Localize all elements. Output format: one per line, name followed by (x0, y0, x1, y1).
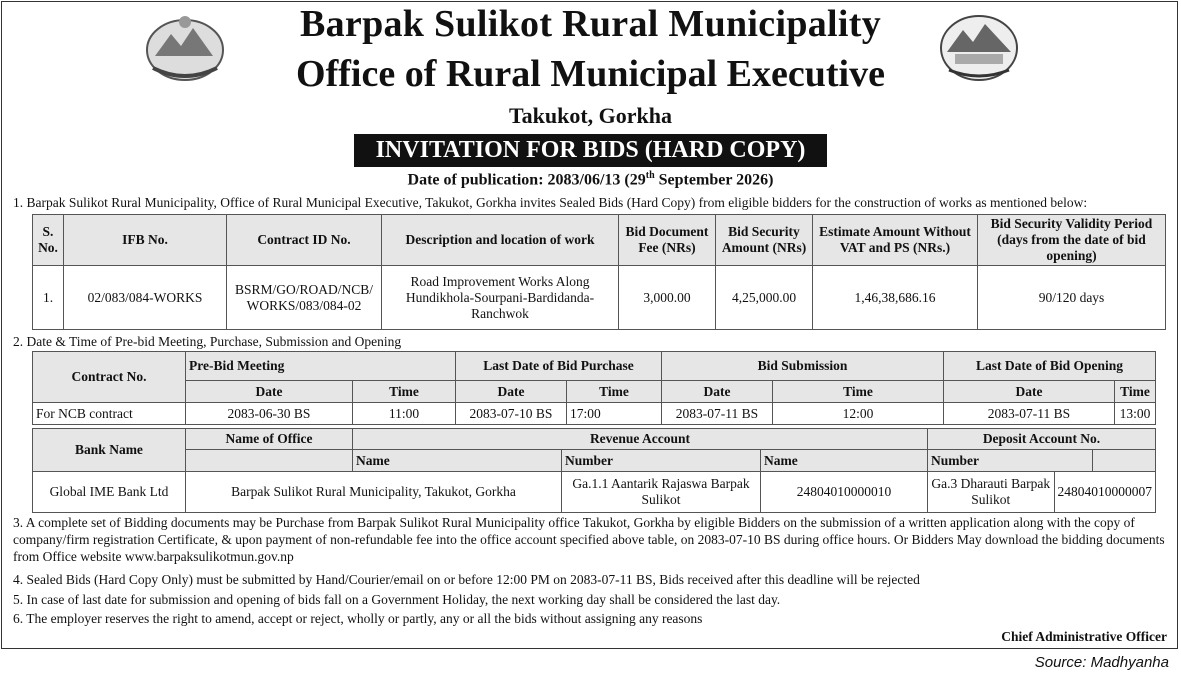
header-doc-fee: Bid Document Fee (NRs) (619, 215, 716, 266)
source-credit: Source: Madhyanha (1034, 654, 1169, 671)
clause-1: 1. Barpak Sulikot Rural Municipality, Office of Rural Municipal Executive, Takukot, Gorkha invites Sealed Bids (Hard Copy) from eligible bidders for the construction of works as mentioned below: (13, 195, 1088, 210)
cell-doc-fee: 3,000.00 (619, 266, 716, 330)
header-description: Description and location of work (382, 215, 619, 266)
header-contract-id: Contract ID No. (227, 215, 382, 266)
header-date: Date (662, 381, 773, 403)
header-name: Name (761, 450, 928, 472)
header-validity: Bid Security Validity Period (days from the date of bid opening) (978, 215, 1166, 266)
clause-2: 2. Date & Time of Pre-bid Meeting, Purchase, Submission and Opening (13, 334, 402, 349)
header-deposit-account: Deposit Account No. (928, 429, 1156, 450)
cell-estimate: 1,46,38,686.16 (813, 266, 978, 330)
header-name: Name (353, 450, 562, 472)
cell-revenue-number: 24804010000010 (761, 472, 928, 513)
cell-opening-date: 2083-07-11 BS (944, 403, 1115, 425)
cell-purchase-date: 2083-07-10 BS (456, 403, 567, 425)
clause-3: 3. A complete set of Bidding documents may be Purchase from Barpak Sulikot Rural Municipality office Takukot, Gorkha by eligible Bidders on the submission of a written application along with the copy of company/firm registration Certificate, & upon payment of non-refundable fee into the office account specified above table, on 2083-07-10 BS during office hours. Or Bidders May download the bidding documents from Office website www.barpaksulikotmun.gov.np (13, 515, 1165, 564)
clause-4: 4. Sealed Bids (Hard Copy Only) must be submitted by Hand/Courier/email on or before 12:00 PM on 2083-07-11 BS, Bids received after this deadline will be rejected (13, 572, 920, 587)
cell-contract: For NCB contract (33, 403, 186, 425)
header-number: Number (562, 450, 761, 472)
header-number: Number (928, 450, 1093, 472)
cell-ifb: 02/083/084-WORKS (64, 266, 227, 330)
header-blank (1093, 450, 1156, 472)
cell-opening-time: 13:00 (1115, 403, 1156, 425)
cell-submission-date: 2083-07-11 BS (662, 403, 773, 425)
header-blank (186, 450, 353, 472)
header-revenue-account: Revenue Account (353, 429, 928, 450)
cell-contract-id: BSRM/GO/ROAD/NCB/ WORKS/083/084-02 (227, 266, 382, 330)
table-row (33, 403, 1156, 425)
bid-table (32, 214, 1166, 330)
header-time: Time (353, 381, 456, 403)
invitation-banner: INVITATION FOR BIDS (HARD COPY) (354, 134, 827, 167)
header-last-purchase: Last Date of Bid Purchase (456, 352, 662, 381)
cell-deposit-number: 24804010000007 (1054, 472, 1156, 513)
header-contract-no: Contract No. (33, 352, 186, 403)
header-security: Bid Security Amount (NRs) (716, 215, 813, 266)
municipality-title: Barpak Sulikot Rural Municipality (299, 3, 882, 45)
header-time: Time (1115, 381, 1156, 403)
table-row (33, 472, 1156, 513)
header-time: Time (773, 381, 944, 403)
header-date: Date (456, 381, 567, 403)
cell-security: 4,25,000.00 (716, 266, 813, 330)
header-date: Date (944, 381, 1115, 403)
cell-purchase-time: 17:00 (567, 403, 662, 425)
office-title: Office of Rural Municipal Executive (296, 53, 885, 95)
header-sno: S. No. (33, 215, 64, 266)
header-ifb: IFB No. (64, 215, 227, 266)
header-pre-bid: Pre-Bid Meeting (186, 352, 456, 381)
header-time: Time (567, 381, 662, 403)
location: Takukot, Gorkha (508, 103, 673, 128)
header-bank-name: Bank Name (33, 429, 186, 472)
cell-revenue-name: Ga.1.1 Aantarik Rajaswa Barpak Sulikot (562, 472, 761, 513)
header-name-of-office: Name of Office (186, 429, 353, 450)
header-estimate: Estimate Amount Without VAT and PS (NRs.) (813, 215, 978, 266)
header-last-opening: Last Date of Bid Opening (944, 352, 1156, 381)
header-bid-submission: Bid Submission (662, 352, 944, 381)
cell-description: Road Improvement Works Along Hundikhola-Sourpani-Bardidanda-Ranchwok (382, 266, 619, 330)
cell-deposit-name: Ga.3 Dharauti Barpak Sulikot (928, 472, 1055, 513)
cell-sno: 1. (33, 266, 64, 330)
schedule-table (32, 351, 1156, 425)
cell-validity: 90/120 days (978, 266, 1166, 330)
table-row (33, 266, 1166, 330)
cell-office-name: Barpak Sulikot Rural Municipality, Takukot, Gorkha (186, 472, 562, 513)
clause-6: 6. The employer reserves the right to amend, accept or reject, wholly or partly, any or all the bids without assigning any reasons (13, 611, 703, 626)
publication-date: Date of publication: 2083/06/13 (29th September 2026) (407, 170, 774, 189)
signature: Chief Administrative Officer (1001, 629, 1167, 644)
cell-bank-name: Global IME Bank Ltd (33, 472, 186, 513)
clause-5: 5. In case of last date for submission and opening of bids fall on a Government Holiday, the next working day shall be considered the last day. (13, 592, 781, 607)
header-date: Date (186, 381, 353, 403)
bank-table (32, 428, 1156, 513)
cell-prebid-date: 2083-06-30 BS (186, 403, 353, 425)
cell-prebid-time: 11:00 (353, 403, 456, 425)
cell-submission-time: 12:00 (773, 403, 944, 425)
